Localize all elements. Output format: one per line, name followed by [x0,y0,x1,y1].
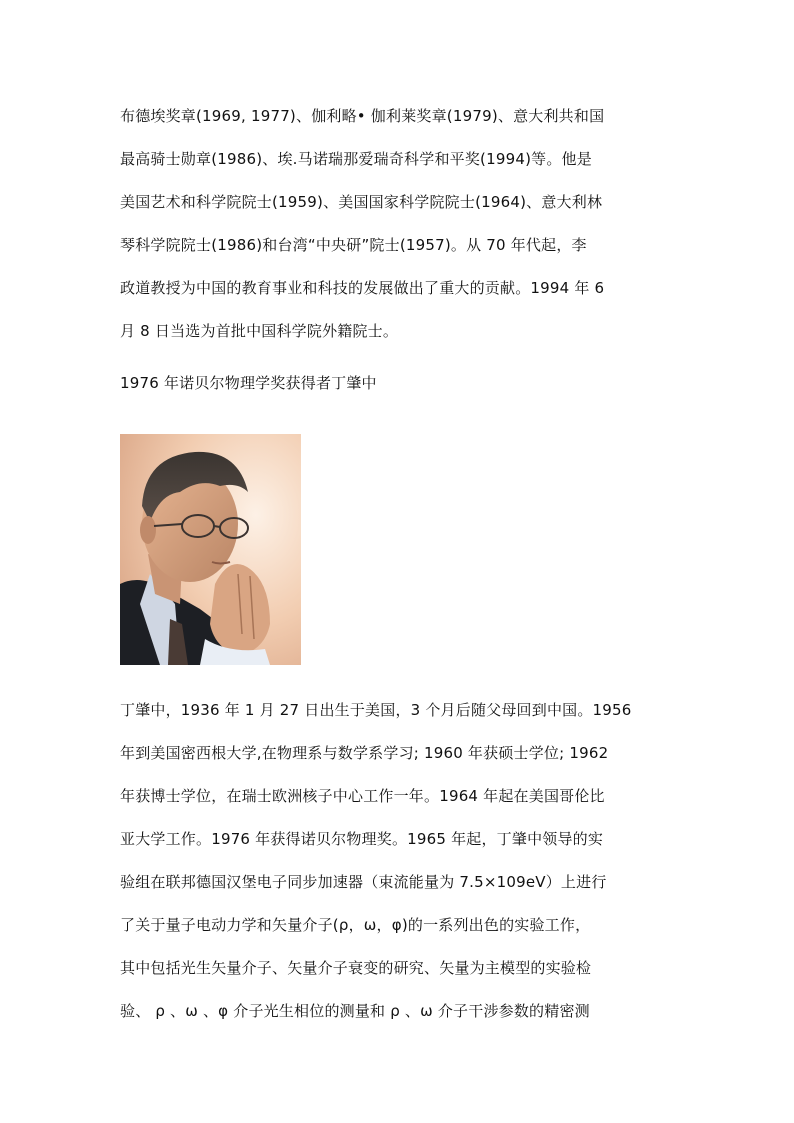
paragraph-line: 年获博士学位，在瑞士欧洲核子中心工作一年。1964 年起在美国哥伦比 [120,787,605,805]
paragraph-line: 验、 ρ 、ω 、φ 介子光生相位的测量和 ρ 、ω 介子干涉参数的精密测 [120,1002,590,1020]
paragraph-line: 了关于量子电动力学和矢量介子(ρ，ω，φ)的一系列出色的实验工作， [120,916,591,934]
paragraph-line: 美国艺术和科学院院士(1959)、美国国家科学院院士(1964)、意大利林 [120,193,603,211]
paragraph-line: 年到美国密西根大学,在物理系与数学系学习; 1960 年获硕士学位; 1962 [120,744,609,762]
paragraph-line: 政道教授为中国的教育事业和科技的发展做出了重大的贡献。1994 年 6 [120,279,605,297]
paragraph-ting-biography [120,689,695,1033]
paragraph-lee-tsung-dao-honors [120,95,695,353]
section-heading-ting [120,362,695,405]
paragraph-line: 其中包括光生矢量介子、矢量介子衰变的研究、矢量为主模型的实验检 [120,959,592,977]
paragraph-line: 布德埃奖章(1969, 1977)、伽利略• 伽利莱奖章(1979)、意大利共和国 [120,107,605,125]
paragraph-line: 验组在联邦德国汉堡电子同步加速器（束流能量为 7.5×109eV）上进行 [120,873,607,891]
portrait-photo [120,434,301,665]
portrait-illustration [120,434,301,665]
paragraph-line: 亚大学工作。1976 年获得诺贝尔物理奖。1965 年起，丁肇中领导的实 [120,830,604,848]
paragraph-line: 琴科学院院士(1986)和台湾“中央研”院士(1957)。从 70 年代起，李 [120,236,587,254]
paragraph-line: 月 8 日当选为首批中国科学院外籍院士。 [120,322,399,340]
paragraph-line: 最高骑士勋章(1986)、埃.马诺瑞那爱瑞奇科学和平奖(1994)等。他是 [120,150,592,168]
paragraph-line: 丁肇中，1936 年 1 月 27 日出生于美国，3 个月后随父母回到中国。1956 [120,701,632,719]
section-heading-text: 1976 年诺贝尔物理学奖获得者丁肇中 [120,374,377,392]
